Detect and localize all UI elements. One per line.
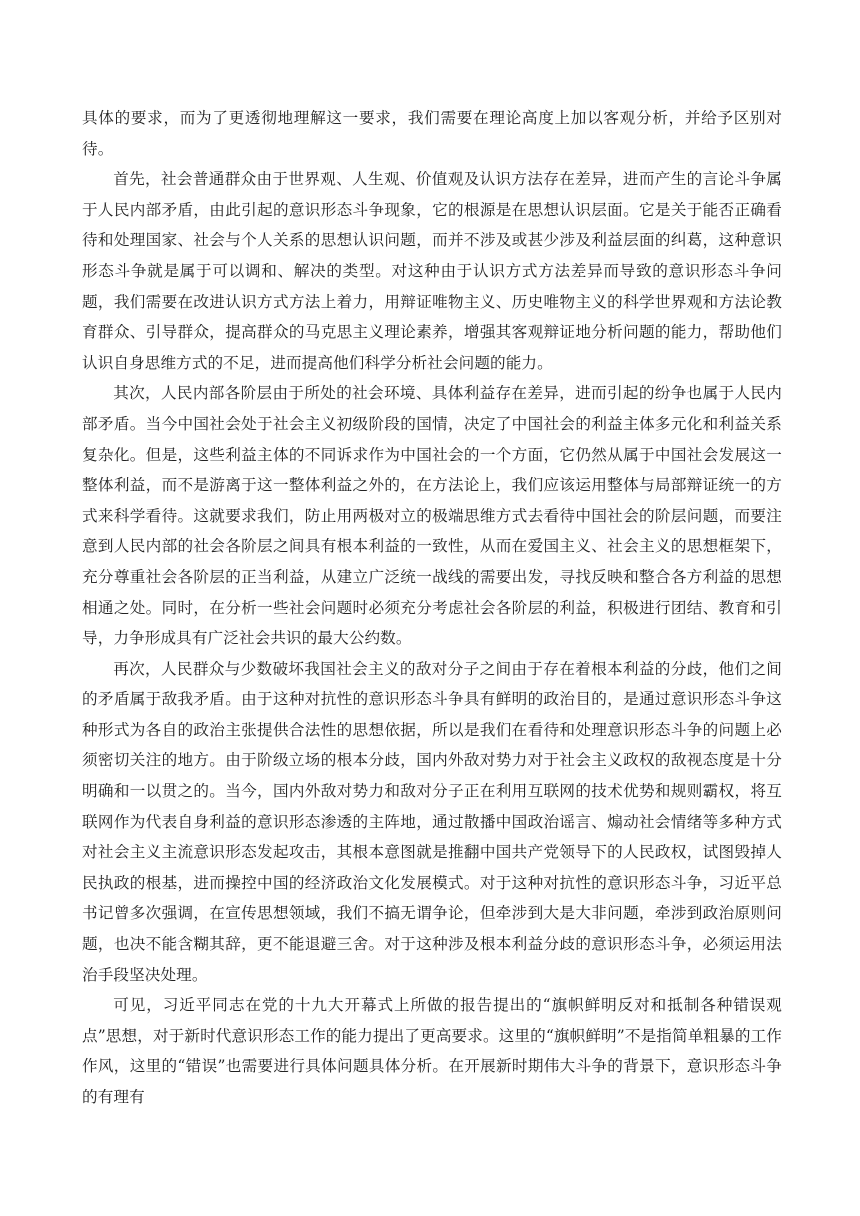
paragraph-second-point: 其次，人民内部各阶层由于所处的社会环境、具体利益存在差异，进而引起的纷争也属于人民内部矛盾。当今中国社会处于社会主义初级阶段的国情，决定了中国社会的利益主体多元化和利益关系复杂化。但是，这些利益主体的不同诉求作为中国社会的一个方面，它仍然从属于中国社会发展这一整体利益，而不是游离于这一整体利益之外的，在方法论上，我们应该运用整体与局部辩证统一的方式来科学看待。这就要求我们，防止用两极对立的极端思维方式去看待中国社会的阶层问题，而要注意到人民内部的社会各阶层之间具有根本利益的一致性，从而在爱国主义、社会主义的思想框架下，充分尊重社会各阶层的正当利益，从建立广泛统一战线的需要出发，寻找反映和整合各方利益的思想相通之处。同时，在分析一些社会问题时必须充分考虑社会各阶层的利益，积极进行团结、教育和引导，力争形成具有广泛社会共识的最大公约数。 [82, 384, 782, 648]
paragraph-conclusion: 可见，习近平同志在党的十九大开幕式上所做的报告提出的“旗帜鲜明反对和抵制各种错误观点”思想，对于新时代意识形态工作的能力提出了更高要求。这里的“旗帜鲜明”不是指简单粗暴的工作作风，这里的“错误”也需要进行具体问题具体分析。在开展新时期伟大斗争的背景下，意识形态斗争的有理有 [82, 996, 782, 1106]
paragraph-third-point: 再次，人民群众与少数破坏我国社会主义的敌对分子之间由于存在着根本利益的分歧，他们之间的矛盾属于敌我矛盾。由于这种对抗性的意识形态斗争具有鲜明的政治目的，是通过意识形态斗争这种形式为各自的政治主张提供合法性的思想依据，所以是我们在看待和处理意识形态斗争的问题上必须密切关注的地方。由于阶级立场的根本分歧，国内外敌对势力对于社会主义政权的敌视态度是十分明确和一以贯之的。当今，国内外敌对势力和敌对分子正在利用互联网的技术优势和规则霸权，将互联网作为代表自身利益的意识形态渗透的主阵地，通过散播中国政治谣言、煽动社会情绪等多种方式对社会主义主流意识形态发起攻击，其根本意图就是推翻中国共产党领导下的人民政权，试图毁掉人民执政的根基，进而操控中国的经济政治文化发展模式。对于这种对抗性的意识形态斗争，习近平总书记曾多次强调，在宣传思想领域，我们不搞无谓争论，但牵涉到大是大非问题，牵涉到政治原则问题，也决不能含糊其辞，更不能退避三舍。对于这种涉及根本利益分歧的意识形态斗争，必须运用法治手段坚决处理。 [82, 659, 782, 984]
document-body [82, 103, 782, 1113]
paragraph-continuation: 具体的要求，而为了更透彻地理解这一要求，我们需要在理论高度上加以客观分析，并给予区别对待。 [82, 109, 782, 158]
paragraph-first-point: 首先，社会普通群众由于世界观、人生观、价值观及认识方法存在差异，进而产生的言论斗争属于人民内部矛盾，由此引起的意识形态斗争现象，它的根源是在思想认识层面。它是关于能否正确看待和处理国家、社会与个人关系的思想认识问题，而并不涉及或甚少涉及利益层面的纠葛，这种意识形态斗争就是属于可以调和、解决的类型。对这种由于认识方式方法差异而导致的意识形态斗争问题，我们需要在改进认识方式方法上着力，用辩证唯物主义、历史唯物主义的科学世界观和方法论教育群众、引导群众，提高群众的马克思主义理论素养，增强其客观辩证地分析问题的能力，帮助他们认识自身思维方式的不足，进而提高他们科学分析社会问题的能力。 [82, 170, 782, 372]
